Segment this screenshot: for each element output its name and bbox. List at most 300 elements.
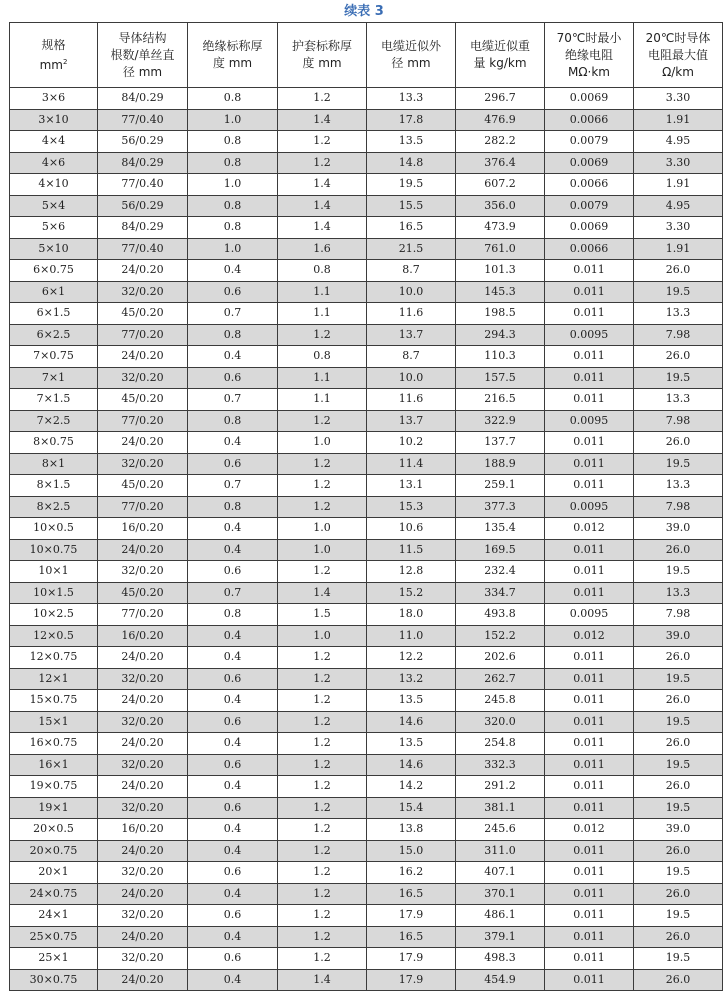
table-cell: 24/0.20 xyxy=(98,969,188,991)
table-cell: 1.91 xyxy=(634,109,723,131)
table-row xyxy=(10,969,723,991)
table-cell: 1.2 xyxy=(278,840,367,862)
table-row xyxy=(10,819,723,841)
table-row xyxy=(10,195,723,217)
table-cell: 1.4 xyxy=(278,109,367,131)
table-cell: 14.6 xyxy=(367,754,456,776)
table-cell: 0.011 xyxy=(545,862,634,884)
cable-spec-table xyxy=(9,22,723,991)
table-row xyxy=(10,303,723,325)
table-cell: 0.8 xyxy=(188,152,278,174)
table-row xyxy=(10,174,723,196)
table-cell: 0.011 xyxy=(545,840,634,862)
table-cell: 254.8 xyxy=(456,733,545,755)
table-cell: 26.0 xyxy=(634,647,723,669)
table-cell: 13.8 xyxy=(367,819,456,841)
table-cell: 0.011 xyxy=(545,432,634,454)
table-cell: 1.2 xyxy=(278,410,367,432)
table-cell: 26.0 xyxy=(634,926,723,948)
table-cell: 4×4 xyxy=(10,131,98,153)
table-cell: 19.5 xyxy=(634,797,723,819)
table-cell: 0.011 xyxy=(545,926,634,948)
table-cell: 0.4 xyxy=(188,926,278,948)
table-cell: 0.0069 xyxy=(545,217,634,239)
table-cell: 20×0.5 xyxy=(10,819,98,841)
table-cell: 26.0 xyxy=(634,969,723,991)
table-cell: 39.0 xyxy=(634,625,723,647)
table-cell: 0.0079 xyxy=(545,131,634,153)
table-row xyxy=(10,109,723,131)
table-cell: 0.011 xyxy=(545,754,634,776)
table-cell: 32/0.20 xyxy=(98,561,188,583)
table-cell: 0.6 xyxy=(188,668,278,690)
table-cell: 320.0 xyxy=(456,711,545,733)
table-row xyxy=(10,238,723,260)
table-cell: 0.4 xyxy=(188,346,278,368)
table-cell: 0.6 xyxy=(188,711,278,733)
table-row xyxy=(10,561,723,583)
table-cell: 11.4 xyxy=(367,453,456,475)
table-cell: 32/0.20 xyxy=(98,453,188,475)
table-cell: 1.2 xyxy=(278,561,367,583)
table-cell: 13.3 xyxy=(634,303,723,325)
table-cell: 1.0 xyxy=(188,109,278,131)
table-cell: 0.4 xyxy=(188,690,278,712)
table-cell: 10.0 xyxy=(367,367,456,389)
table-cell: 16.2 xyxy=(367,862,456,884)
table-cell: 1.2 xyxy=(278,926,367,948)
table-cell: 0.8 xyxy=(188,88,278,110)
table-cell: 32/0.20 xyxy=(98,948,188,970)
table-row xyxy=(10,883,723,905)
table-cell: 45/0.20 xyxy=(98,582,188,604)
table-row xyxy=(10,647,723,669)
table-cell: 0.0095 xyxy=(545,496,634,518)
table-cell: 17.9 xyxy=(367,948,456,970)
table-cell: 84/0.29 xyxy=(98,88,188,110)
table-cell: 56/0.29 xyxy=(98,131,188,153)
table-row xyxy=(10,432,723,454)
table-cell: 24/0.20 xyxy=(98,840,188,862)
table-row xyxy=(10,582,723,604)
table-row xyxy=(10,281,723,303)
table-cell: 476.9 xyxy=(456,109,545,131)
table-cell: 32/0.20 xyxy=(98,668,188,690)
table-cell: 13.1 xyxy=(367,475,456,497)
table-cell: 13.7 xyxy=(367,324,456,346)
table-cell: 10×0.75 xyxy=(10,539,98,561)
table-cell: 152.2 xyxy=(456,625,545,647)
table-cell: 0.7 xyxy=(188,475,278,497)
table-cell: 26.0 xyxy=(634,690,723,712)
table-cell: 25×0.75 xyxy=(10,926,98,948)
table-cell: 0.011 xyxy=(545,367,634,389)
table-cell: 381.1 xyxy=(456,797,545,819)
table-cell: 16/0.20 xyxy=(98,518,188,540)
table-cell: 10×1 xyxy=(10,561,98,583)
table-cell: 0.8 xyxy=(188,217,278,239)
table-cell: 0.4 xyxy=(188,840,278,862)
table-row xyxy=(10,733,723,755)
table-cell: 0.4 xyxy=(188,733,278,755)
table-cell: 1.1 xyxy=(278,367,367,389)
table-cell: 0.4 xyxy=(188,819,278,841)
table-row xyxy=(10,797,723,819)
table-cell: 262.7 xyxy=(456,668,545,690)
header-diameter: 电缆近似外 径 mm xyxy=(367,23,456,88)
table-cell: 20×0.75 xyxy=(10,840,98,862)
table-cell: 0.012 xyxy=(545,819,634,841)
table-cell: 0.0069 xyxy=(545,152,634,174)
table-cell: 39.0 xyxy=(634,518,723,540)
header-spec: 规格 $mm^2$ xyxy=(10,23,98,88)
table-cell: 11.5 xyxy=(367,539,456,561)
table-cell: 291.2 xyxy=(456,776,545,798)
table-cell: 1.2 xyxy=(278,324,367,346)
table-row xyxy=(10,346,723,368)
table-cell: 0.8 xyxy=(188,131,278,153)
table-cell: 0.011 xyxy=(545,346,634,368)
table-cell: 16/0.20 xyxy=(98,625,188,647)
table-cell: 0.6 xyxy=(188,754,278,776)
table-cell: 1.1 xyxy=(278,389,367,411)
table-cell: 77/0.40 xyxy=(98,238,188,260)
table-cell: 1.4 xyxy=(278,969,367,991)
table-cell: 19×1 xyxy=(10,797,98,819)
table-cell: 32/0.20 xyxy=(98,905,188,927)
table-cell: 1.1 xyxy=(278,281,367,303)
table-cell: 1.0 xyxy=(278,518,367,540)
table-cell: 32/0.20 xyxy=(98,797,188,819)
table-cell: 24/0.20 xyxy=(98,346,188,368)
table-cell: 13.5 xyxy=(367,131,456,153)
table-cell: 19.5 xyxy=(634,561,723,583)
table-cell: 407.1 xyxy=(456,862,545,884)
table-cell: 24/0.20 xyxy=(98,690,188,712)
table-cell: 19.5 xyxy=(634,754,723,776)
table-cell: 0.4 xyxy=(188,539,278,561)
table-cell: 11.6 xyxy=(367,303,456,325)
table-cell: 15.4 xyxy=(367,797,456,819)
table-cell: 13.3 xyxy=(634,582,723,604)
table-cell: 24/0.20 xyxy=(98,539,188,561)
table-cell: 24/0.20 xyxy=(98,733,188,755)
table-cell: 13.5 xyxy=(367,690,456,712)
table-cell: 0.011 xyxy=(545,389,634,411)
table-cell: 7.98 xyxy=(634,410,723,432)
table-cell: 24/0.20 xyxy=(98,926,188,948)
table-cell: 135.4 xyxy=(456,518,545,540)
table-cell: 77/0.20 xyxy=(98,604,188,626)
table-cell: 370.1 xyxy=(456,883,545,905)
table-cell: 8×1 xyxy=(10,453,98,475)
table-row xyxy=(10,324,723,346)
table-cell: 10.2 xyxy=(367,432,456,454)
table-cell: 1.0 xyxy=(188,238,278,260)
table-row xyxy=(10,539,723,561)
table-cell: 8×0.75 xyxy=(10,432,98,454)
table-cell: 1.2 xyxy=(278,797,367,819)
table-row xyxy=(10,410,723,432)
table-cell: 0.011 xyxy=(545,948,634,970)
table-cell: 15.0 xyxy=(367,840,456,862)
table-cell: 0.7 xyxy=(188,303,278,325)
table-cell: 3×10 xyxy=(10,109,98,131)
table-cell: 1.2 xyxy=(278,496,367,518)
table-cell: 32/0.20 xyxy=(98,711,188,733)
table-row xyxy=(10,604,723,626)
table-cell: 311.0 xyxy=(456,840,545,862)
table-row xyxy=(10,840,723,862)
table-row xyxy=(10,625,723,647)
table-cell: 0.4 xyxy=(188,969,278,991)
table-cell: 493.8 xyxy=(456,604,545,626)
table-cell: 32/0.20 xyxy=(98,367,188,389)
table-cell: 4.95 xyxy=(634,131,723,153)
table-row xyxy=(10,88,723,110)
table-cell: 13.3 xyxy=(634,475,723,497)
table-cell: 0.6 xyxy=(188,367,278,389)
table-cell: 4.95 xyxy=(634,195,723,217)
table-cell: 259.1 xyxy=(456,475,545,497)
table-cell: 0.0066 xyxy=(545,174,634,196)
table-cell: 8×2.5 xyxy=(10,496,98,518)
table-cell: 26.0 xyxy=(634,733,723,755)
table-cell: 0.011 xyxy=(545,969,634,991)
table-cell: 1.91 xyxy=(634,238,723,260)
table-cell: 761.0 xyxy=(456,238,545,260)
table-cell: 6×1 xyxy=(10,281,98,303)
table-cell: 1.0 xyxy=(278,539,367,561)
table-cell: 26.0 xyxy=(634,346,723,368)
table-cell: 0.4 xyxy=(188,260,278,282)
table-cell: 25×1 xyxy=(10,948,98,970)
table-cell: 0.011 xyxy=(545,539,634,561)
table-row xyxy=(10,367,723,389)
table-cell: 356.0 xyxy=(456,195,545,217)
table-cell: 0.6 xyxy=(188,561,278,583)
table-cell: 1.2 xyxy=(278,475,367,497)
table-cell: 13.5 xyxy=(367,733,456,755)
table-cell: 11.0 xyxy=(367,625,456,647)
table-cell: 5×10 xyxy=(10,238,98,260)
table-cell: 0.011 xyxy=(545,453,634,475)
table-cell: 7.98 xyxy=(634,324,723,346)
table-cell: 0.8 xyxy=(188,410,278,432)
table-cell: 137.7 xyxy=(456,432,545,454)
table-cell: 84/0.29 xyxy=(98,217,188,239)
table-cell: 232.4 xyxy=(456,561,545,583)
table-cell: 6×0.75 xyxy=(10,260,98,282)
table-cell: 16.5 xyxy=(367,217,456,239)
table-cell: 145.3 xyxy=(456,281,545,303)
table-cell: 77/0.40 xyxy=(98,174,188,196)
table-cell: 0.012 xyxy=(545,518,634,540)
table-cell: 6×2.5 xyxy=(10,324,98,346)
table-cell: 3×6 xyxy=(10,88,98,110)
table-cell: 0.012 xyxy=(545,625,634,647)
table-cell: 198.5 xyxy=(456,303,545,325)
table-cell: 0.011 xyxy=(545,733,634,755)
table-cell: 17.9 xyxy=(367,905,456,927)
table-cell: 17.8 xyxy=(367,109,456,131)
table-cell: 24/0.20 xyxy=(98,432,188,454)
table-row xyxy=(10,905,723,927)
table-cell: 454.9 xyxy=(456,969,545,991)
table-cell: 1.4 xyxy=(278,217,367,239)
table-cell: 1.2 xyxy=(278,131,367,153)
table-cell: 1.2 xyxy=(278,152,367,174)
table-cell: 188.9 xyxy=(456,453,545,475)
table-cell: 19.5 xyxy=(634,281,723,303)
table-cell: 5×6 xyxy=(10,217,98,239)
table-cell: 1.2 xyxy=(278,647,367,669)
table-cell: 0.011 xyxy=(545,281,634,303)
table-cell: 14.6 xyxy=(367,711,456,733)
table-cell: 1.0 xyxy=(278,625,367,647)
table-cell: 19.5 xyxy=(634,668,723,690)
table-cell: 0.8 xyxy=(188,496,278,518)
table-cell: 0.6 xyxy=(188,453,278,475)
table-cell: 0.011 xyxy=(545,905,634,927)
header-insulation: 绝缘标称厚 度 mm xyxy=(188,23,278,88)
table-cell: 0.8 xyxy=(188,324,278,346)
table-cell: 10×0.5 xyxy=(10,518,98,540)
table-cell: 13.7 xyxy=(367,410,456,432)
table-cell: 1.2 xyxy=(278,453,367,475)
table-cell: 1.4 xyxy=(278,174,367,196)
table-cell: 0.011 xyxy=(545,797,634,819)
table-cell: 0.4 xyxy=(188,518,278,540)
table-cell: 473.9 xyxy=(456,217,545,239)
table-cell: 0.0066 xyxy=(545,238,634,260)
table-cell: 45/0.20 xyxy=(98,475,188,497)
table-cell: 0.8 xyxy=(278,260,367,282)
table-cell: 0.4 xyxy=(188,776,278,798)
table-cell: 11.6 xyxy=(367,389,456,411)
table-cell: 19.5 xyxy=(634,948,723,970)
table-cell: 486.1 xyxy=(456,905,545,927)
table-cell: 26.0 xyxy=(634,539,723,561)
table-row xyxy=(10,131,723,153)
table-cell: 4×10 xyxy=(10,174,98,196)
table-cell: 282.2 xyxy=(456,131,545,153)
table-cell: 1.2 xyxy=(278,690,367,712)
table-cell: 0.0095 xyxy=(545,324,634,346)
table-cell: 322.9 xyxy=(456,410,545,432)
header-conductor: 导体结构 根数/单丝直 径 mm xyxy=(98,23,188,88)
table-cell: 0.011 xyxy=(545,561,634,583)
table-cell: 1.0 xyxy=(188,174,278,196)
table-cell: 376.4 xyxy=(456,152,545,174)
table-cell: 14.8 xyxy=(367,152,456,174)
table-row xyxy=(10,948,723,970)
table-cell: 19.5 xyxy=(367,174,456,196)
table-row xyxy=(10,776,723,798)
table-cell: 16.5 xyxy=(367,926,456,948)
table-cell: 0.4 xyxy=(188,625,278,647)
table-cell: 21.5 xyxy=(367,238,456,260)
table-row xyxy=(10,475,723,497)
table-cell: 77/0.20 xyxy=(98,410,188,432)
header-insulation-resistance: 70℃时最小 绝缘电阻 MΩ·km xyxy=(545,23,634,88)
table-cell: 19.5 xyxy=(634,862,723,884)
table-cell: 16×0.75 xyxy=(10,733,98,755)
table-cell: 16.5 xyxy=(367,883,456,905)
table-cell: 0.6 xyxy=(188,862,278,884)
table-body xyxy=(10,88,723,991)
header-row xyxy=(10,23,723,88)
table-cell: 1.2 xyxy=(278,776,367,798)
table-cell: 1.4 xyxy=(278,582,367,604)
table-cell: 0.011 xyxy=(545,582,634,604)
table-cell: 19.5 xyxy=(634,711,723,733)
table-cell: 12.8 xyxy=(367,561,456,583)
table-cell: 1.0 xyxy=(278,432,367,454)
table-cell: 13.3 xyxy=(367,88,456,110)
table-cell: 39.0 xyxy=(634,819,723,841)
table-cell: 0.011 xyxy=(545,776,634,798)
table-cell: 15.2 xyxy=(367,582,456,604)
table-cell: 24/0.20 xyxy=(98,776,188,798)
table-cell: 20×1 xyxy=(10,862,98,884)
table-cell: 110.3 xyxy=(456,346,545,368)
table-cell: 0.6 xyxy=(188,948,278,970)
table-cell: 0.8 xyxy=(188,195,278,217)
table-cell: 19.5 xyxy=(634,453,723,475)
table-cell: 216.5 xyxy=(456,389,545,411)
table-cell: 294.3 xyxy=(456,324,545,346)
table-row xyxy=(10,260,723,282)
table-cell: 157.5 xyxy=(456,367,545,389)
table-cell: 26.0 xyxy=(634,432,723,454)
table-cell: 1.1 xyxy=(278,303,367,325)
table-cell: 7.98 xyxy=(634,496,723,518)
table-cell: 0.0079 xyxy=(545,195,634,217)
table-cell: 12.2 xyxy=(367,647,456,669)
table-cell: 19×0.75 xyxy=(10,776,98,798)
table-cell: 1.2 xyxy=(278,711,367,733)
table-cell: 12×0.5 xyxy=(10,625,98,647)
table-title: 续表 3 xyxy=(344,4,384,19)
table-cell: 7.98 xyxy=(634,604,723,626)
table-cell: 1.5 xyxy=(278,604,367,626)
table-cell: 1.2 xyxy=(278,754,367,776)
table-cell: 17.9 xyxy=(367,969,456,991)
table-cell: 0.011 xyxy=(545,711,634,733)
table-cell: 1.91 xyxy=(634,174,723,196)
table-cell: 0.011 xyxy=(545,883,634,905)
table-cell: 1.2 xyxy=(278,819,367,841)
table-row xyxy=(10,453,723,475)
table-cell: 0.0066 xyxy=(545,109,634,131)
table-cell: 26.0 xyxy=(634,260,723,282)
table-cell: 32/0.20 xyxy=(98,862,188,884)
table-cell: 0.0095 xyxy=(545,604,634,626)
table-cell: 45/0.20 xyxy=(98,389,188,411)
table-cell: 1.2 xyxy=(278,733,367,755)
table-cell: 0.6 xyxy=(188,905,278,927)
table-cell: 15×0.75 xyxy=(10,690,98,712)
table-row xyxy=(10,668,723,690)
table-cell: 77/0.20 xyxy=(98,496,188,518)
table-cell: 7×1 xyxy=(10,367,98,389)
table-cell: 0.7 xyxy=(188,389,278,411)
table-row xyxy=(10,711,723,733)
table-cell: 0.011 xyxy=(545,303,634,325)
table-cell: 6×1.5 xyxy=(10,303,98,325)
table-cell: 0.4 xyxy=(188,883,278,905)
